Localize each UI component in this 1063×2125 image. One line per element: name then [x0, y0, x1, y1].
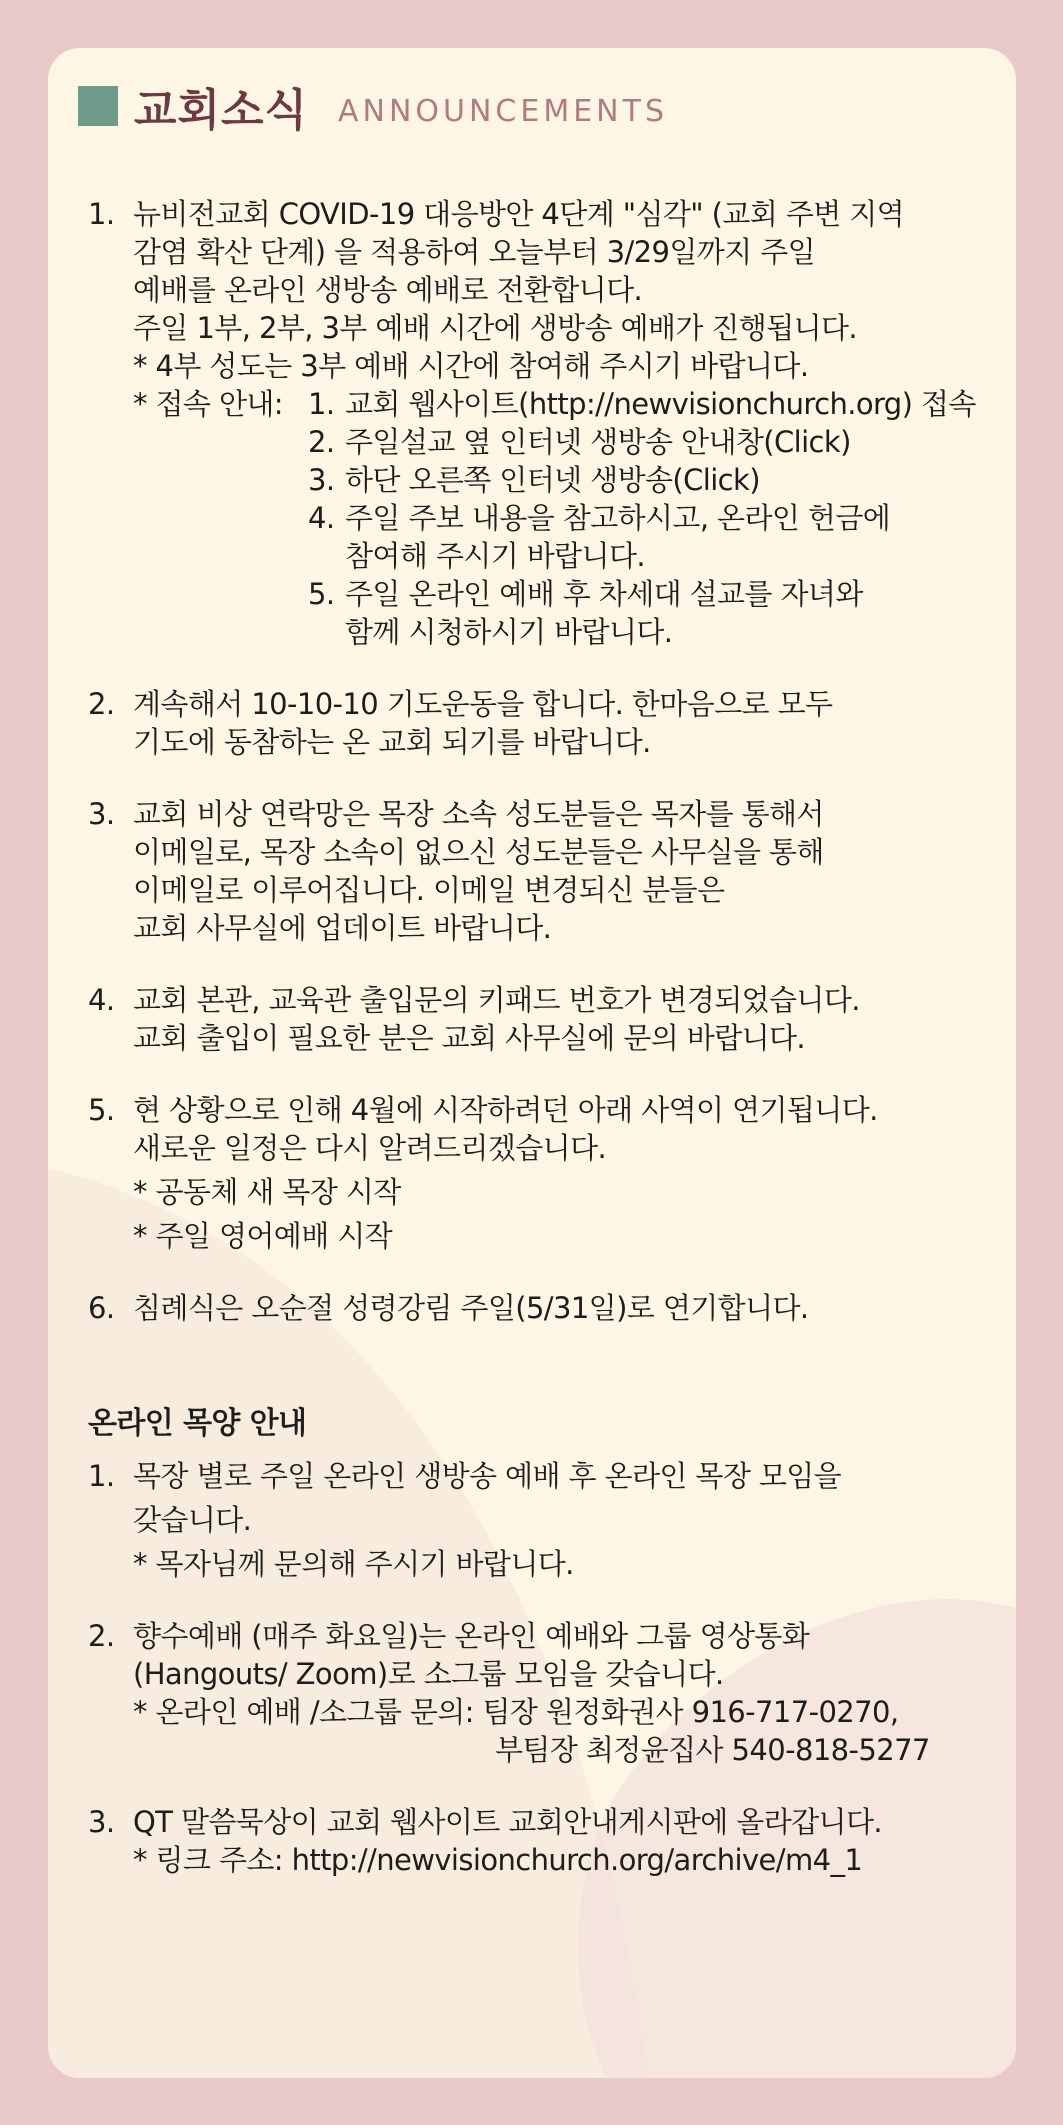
text-line: 기도에 동참하는 온 교회 되기를 바랍니다.: [133, 725, 651, 759]
text-line: * 4부 성도는 3부 예배 시간에 참여해 주시기 바랍니다.: [133, 349, 809, 383]
text-line: 교회 비상 연락망은 목장 소속 성도분들은 목자를 통해서: [133, 797, 824, 831]
text-line: 향수예배 (매주 화요일)는 온라인 예배와 그룹 영상통화: [133, 1619, 810, 1653]
announcement-4: [88, 981, 1013, 1057]
step-number: 1.: [308, 387, 335, 421]
step-number: 3.: [308, 463, 335, 497]
step-text: 주일설교 옆 인터넷 생방송 안내창(Click): [345, 425, 851, 459]
step-text: 주일 온라인 예배 후 차세대 설교를 자녀와: [345, 577, 863, 611]
item-number: 2.: [88, 1619, 115, 1653]
access-step: [308, 461, 976, 499]
online-item-3: [88, 1803, 1013, 1879]
text-line: (Hangouts/ Zoom)로 소그룹 모임을 갖습니다.: [133, 1657, 724, 1691]
announcement-1: [88, 195, 1013, 651]
text-line: 교회 사무실에 업데이트 바랍니다.: [133, 911, 552, 945]
text-line: 침례식은 오순절 성령강림 주일(5/31일)로 연기합니다.: [133, 1291, 809, 1325]
item-number: 5.: [88, 1093, 115, 1127]
step-text: 하단 오른쪽 인터넷 생방송(Click): [345, 463, 760, 497]
header-subtitle: ANNOUNCEMENTS: [338, 93, 668, 129]
announcement-card: [48, 48, 1016, 2078]
online-section-title: 온라인 목양 안내: [88, 1406, 307, 1441]
step-number: 2.: [308, 425, 335, 459]
step-number: 4.: [308, 501, 335, 535]
text-line: 감염 확산 단계) 을 적용하여 오늘부터 3/29일까지 주일: [133, 235, 816, 269]
item-number: 1.: [88, 1459, 115, 1493]
text-line: 이메일로 이루어집니다. 이메일 변경되신 분들은: [133, 873, 725, 907]
text-line: 주일 1부, 2부, 3부 예배 시간에 생방송 예배가 진행됩니다.: [133, 311, 858, 345]
item-number: 3.: [88, 1805, 115, 1839]
text-line: 부팀장 최정윤집사 540-818-5277: [495, 1733, 930, 1767]
announcement-2: [88, 685, 1013, 761]
item-number: 1.: [88, 197, 115, 231]
text-line: 교회 본관, 교육관 출입문의 키패드 번호가 변경되었습니다.: [133, 983, 860, 1017]
announcement-6: [88, 1289, 1013, 1327]
text-line: * 온라인 예배 /소그룹 문의: 팀장 원정화권사 916-717-0270,: [133, 1695, 899, 1729]
online-item-2: [88, 1617, 1013, 1769]
text-line: 목장 별로 주일 온라인 생방송 예배 후 온라인 목장 모임을: [133, 1459, 842, 1493]
announcement-3: [88, 795, 1013, 947]
step-number: 5.: [308, 577, 335, 611]
announcement-5: [88, 1091, 1013, 1255]
text-line: 이메일로, 목장 소속이 없으신 성도분들은 사무실을 통해: [133, 835, 824, 869]
text-line: * 목자님께 문의해 주시기 바랍니다.: [133, 1547, 574, 1581]
item-number: 3.: [88, 797, 115, 831]
access-step: [308, 423, 976, 461]
access-label: * 접속 안내:: [133, 387, 283, 421]
text-line: 뉴비전교회 COVID-19 대응방안 4단계 "심각" (교회 주변 지역: [133, 197, 905, 231]
header: [78, 74, 668, 138]
item-number: 4.: [88, 983, 115, 1017]
item-number: 6.: [88, 1291, 115, 1325]
step-text: 참여해 주시기 바랍니다.: [345, 539, 645, 573]
header-title: 교회소식: [134, 85, 309, 136]
text-line: 예배를 온라인 생방송 예배로 전환합니다.: [133, 273, 643, 307]
link-line: * 링크 주소: http://newvisionchurch.org/archive/m4_1: [133, 1843, 863, 1877]
text-line: 갖습니다.: [133, 1503, 252, 1537]
step-text: 교회 웹사이트(http://newvisionchurch.org) 접속: [345, 387, 976, 421]
text-line: * 주일 영어예배 시작: [133, 1219, 393, 1253]
content: [88, 195, 1013, 1879]
step-text: 주일 주보 내용을 참고하시고, 온라인 헌금에: [345, 501, 891, 535]
step-text: 함께 시청하시기 바랍니다.: [345, 615, 673, 649]
item-number: 2.: [88, 687, 115, 721]
access-step: [308, 575, 976, 651]
text-line: 현 상황으로 인해 4월에 시작하려던 아래 사역이 연기됩니다.: [133, 1093, 878, 1127]
text-line: 계속해서 10-10-10 기도운동을 합니다. 한마음으로 모두: [133, 687, 833, 721]
text-line: QT 말씀묵상이 교회 웹사이트 교회안내게시판에 올라갑니다.: [133, 1805, 882, 1839]
access-guide: [133, 385, 1013, 651]
text-line: 새로운 일정은 다시 알려드리겠습니다.: [133, 1131, 607, 1165]
text-line: * 공동체 새 목장 시작: [133, 1175, 401, 1209]
access-step: [308, 499, 976, 575]
online-item-1: [88, 1457, 1013, 1583]
text-line: 교회 출입이 필요한 분은 교회 사무실에 문의 바랍니다.: [133, 1021, 806, 1055]
header-square-icon: [78, 86, 118, 126]
access-step: [308, 385, 976, 423]
